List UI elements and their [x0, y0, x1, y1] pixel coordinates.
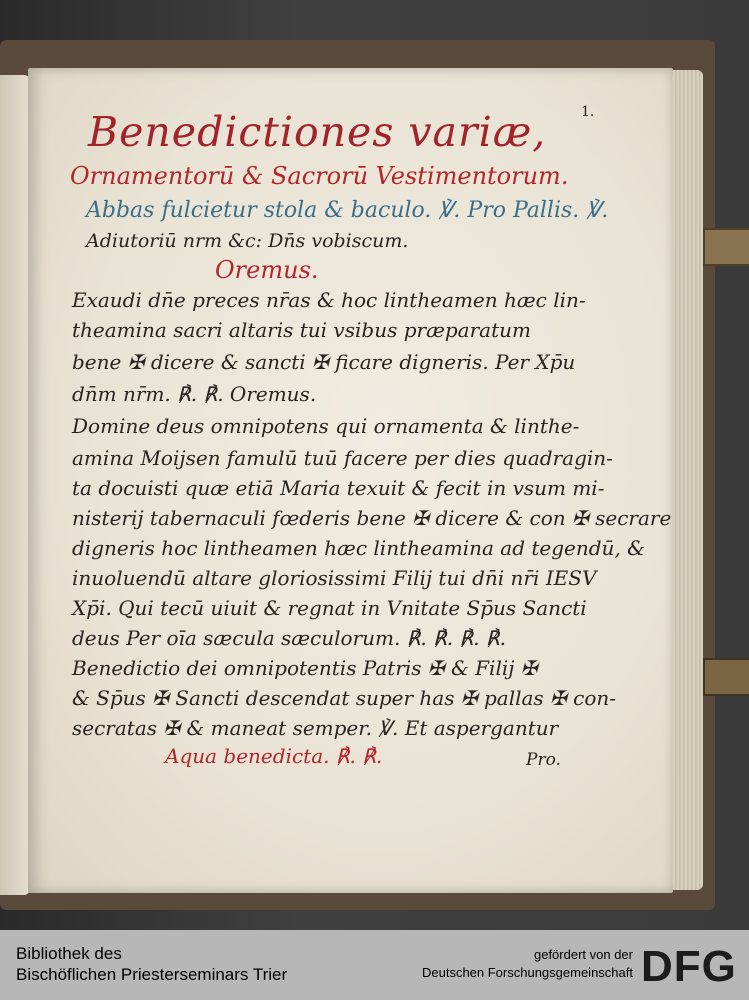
library-line-1: Bibliothek des: [16, 944, 122, 963]
text-line-5: Exaudi dn̄e preces nr̄as & hoc lintheamen hæc lin-: [72, 288, 586, 312]
funded-line-2: Deutschen Forschungsgemeinschaft: [421, 965, 633, 980]
text-line-4: Oremus.: [215, 256, 319, 284]
text-line-12: nisterij tabernaculi fœderis bene ✠ dicere & con ✠ secrare: [72, 506, 672, 530]
library-line-2: Bischöflichen Priesterseminars Trier: [16, 965, 288, 984]
text-line-8: dn̄m nr̄m. ℟. ℟. Oremus.: [72, 382, 317, 406]
funding-credit: [422, 946, 633, 982]
text-line-2: Abbas fulcietur stola & baculo. ℣. Pro Pallis. ℣.: [86, 198, 609, 223]
facing-page-edge: [0, 75, 30, 895]
page-title: Benedictiones variæ,: [88, 108, 547, 156]
text-line-10: amina Moijsen famulū tuū facere per dies quadragin-: [72, 446, 613, 470]
text-line-14: inuoluendū altare gloriosissimi Filij tui dn̄i nr̄i IESV: [72, 566, 597, 590]
text-line-6: theamina sacri altaris tui vsibus præparatum: [72, 318, 531, 342]
text-line-15: Xp̄i. Qui tecū uiuit & regnat in Vnitate Sp̄us Sancti: [72, 596, 587, 620]
text-line-21: Pro.: [526, 750, 561, 770]
text-line-13: digneris hoc lintheamen hæc lintheamina ad tegendū, &: [72, 536, 645, 560]
text-line-1: Ornamentorū & Sacrorū Vestimentorum.: [70, 162, 569, 190]
clasp-bottom: [703, 658, 749, 696]
funded-line-1: gefördert von der: [533, 947, 633, 962]
text-line-19: secratas ✠ & maneat semper. ℣. Et aspergantur: [72, 716, 559, 740]
dfg-logo: DFG: [641, 942, 737, 991]
text-line-3: Adiutoriū nrm &c: Dn̄s vobiscum.: [86, 230, 409, 252]
text-line-9: Domine deus omnipotens qui ornamenta & linthe-: [72, 414, 580, 438]
page-number: 1.: [581, 104, 595, 120]
text-line-7: bene ✠ dicere & sancti ✠ ficare digneris. Per Xp̄u: [72, 350, 576, 374]
text-line-17: Benedictio dei omnipotentis Patris ✠ & Filij ✠: [72, 656, 538, 680]
text-line-18: & Sp̄us ✠ Sancti descendat super has ✠ pallas ✠ con-: [72, 686, 617, 710]
clasp-top: [703, 228, 749, 266]
text-line-16: deus Per oīa sæcula sæculorum. ℟. ℟. ℟. ℟.: [72, 626, 506, 650]
library-credit: [16, 943, 287, 985]
text-line-11: ta docuisti quæ etiā Maria texuit & fecit in vsum mi-: [72, 476, 605, 500]
text-line-20: Aqua benedicta. ℟. ℟.: [165, 744, 383, 768]
